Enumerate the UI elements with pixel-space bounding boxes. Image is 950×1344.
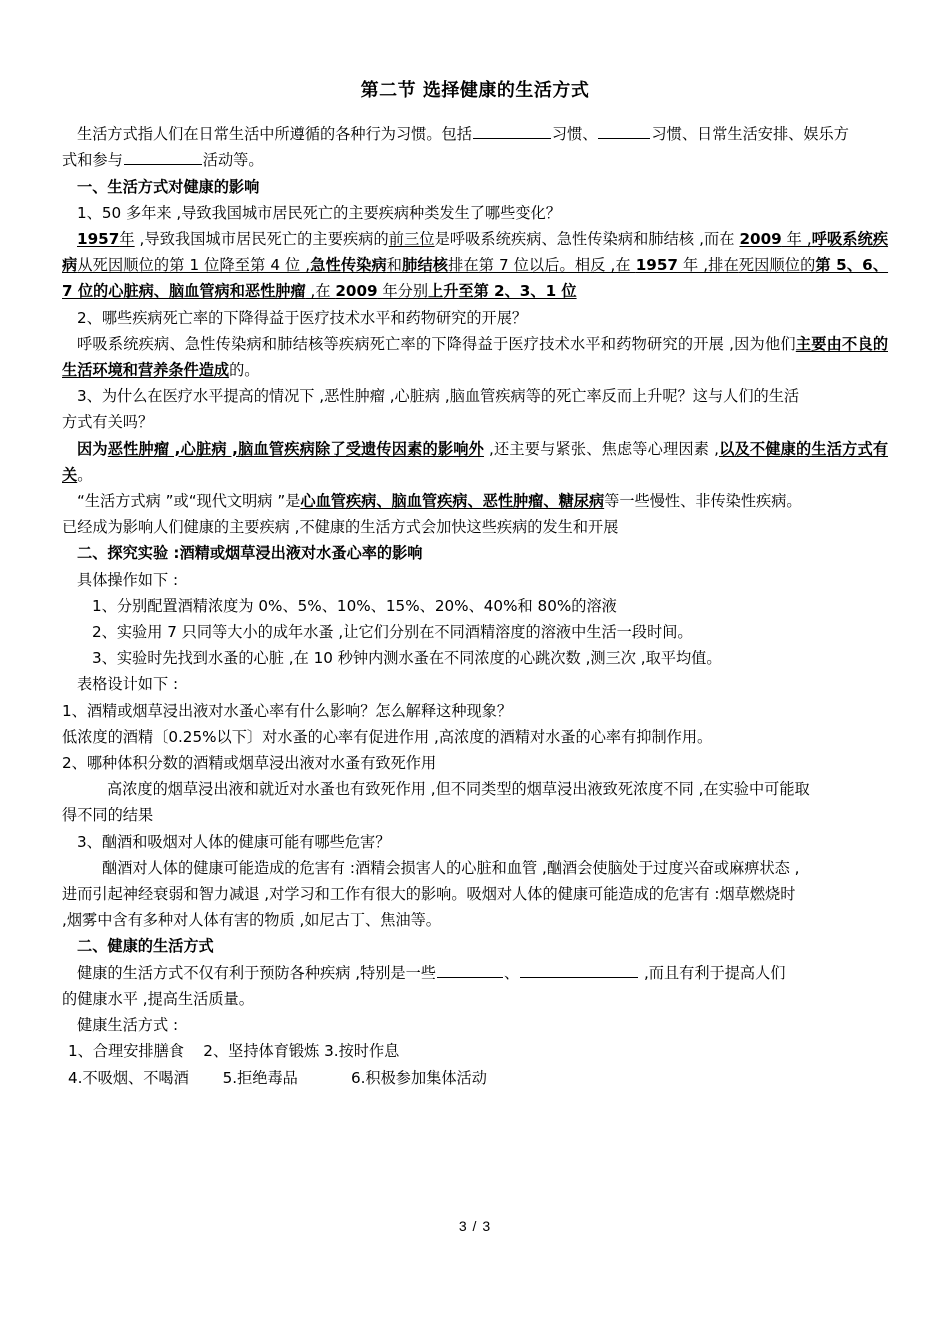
answer1-year-2009-b: 2009 <box>335 282 378 301</box>
section2-lead: 具体操作如下 : <box>77 570 179 589</box>
answer3-text-2: ,还主要与紧张、焦虑等心理因素 , <box>484 439 719 458</box>
section3-list-row-2: 4.不吸烟、不喝酒 5.拒绝毒品 6.积极参加集体活动 <box>68 1068 487 1087</box>
intro-blank-3[interactable] <box>124 149 202 165</box>
section2-answer-3-line3: ,烟雾中含有多种对人体有害的物质 ,如尼古丁、焦油等。 <box>62 911 441 930</box>
intro-paragraph-line2 <box>62 147 888 173</box>
answer4-emphasis-disease-list: 心血管疾病、脑血管疾病、恶性肿瘤、糖尿病 <box>300 492 605 511</box>
answer1-unit-year-a: 年 <box>119 230 135 248</box>
answer2-emphasis-cause: 主要由不良的生活环境和营养条件造成 <box>62 334 888 380</box>
section3-intro <box>62 960 888 986</box>
answer1-text-7: ,在 <box>305 282 336 301</box>
section2-question-3: 3、酗酒和吸烟对人体的健康可能有哪些危害？ <box>77 832 391 851</box>
section-heading-1: 一、生活方式对健康的影响 <box>77 177 260 196</box>
section-heading-2: 二、探究实验 :酒精或烟草浸出液对水蚤心率的影响 <box>77 544 423 563</box>
intro-text-4: 式和参与 <box>62 151 123 170</box>
section3-blank-2[interactable] <box>520 962 638 978</box>
intro-blank-2[interactable] <box>598 123 650 139</box>
answer1-year-1957-b: 1957 <box>635 256 678 275</box>
answer1-text-1: ,导致我国城市居民死亡的主要疾病的 <box>134 230 389 248</box>
section2-step-2: 2、实验用 7 只同等大小的成年水蚤 ,让它们分别在不同酒精溶度的溶液中生活一段时间。 <box>92 623 693 642</box>
answer3-emphasis-lifestyle: 以及不健康的生活方式有关 <box>62 439 889 484</box>
section1-question-2: 2、哪些疾病死亡率的下降得益于医疗技术水平和药物研究的开展？ <box>77 308 528 327</box>
section2-question-2: 2、哪种体积分数的酒精或烟草浸出液对水蚤有致死作用 <box>62 754 437 773</box>
intro-text-5: 活动等。 <box>202 151 264 170</box>
answer1-year-1957-a: 1957 <box>77 230 120 248</box>
section2-table-lead: 表格设计如下 : <box>77 675 179 694</box>
section1-question-3-line2: 方式有关吗？ <box>62 413 154 432</box>
section1-question-3-line1: 3、为什么在医疗水平提高的情况下 ,恶性肿瘤 ,心脏病 ,脑血管疾病等的死亡率反而上升呢？这与人们的生活 <box>77 387 800 406</box>
answer1-infectious-disease: 急性传染病 <box>310 256 387 275</box>
answer4-text-2: 等一些慢性、非传染性疾病。 <box>604 492 802 511</box>
answer1-text-6: 死因顺位的 <box>738 256 816 275</box>
section1-answer-4 <box>62 488 888 514</box>
answer1-conjunction-and: 和 <box>386 256 403 275</box>
section3-blank-1[interactable] <box>437 962 503 978</box>
intro-blank-1[interactable] <box>473 123 551 139</box>
section2-answer-1: 低浓度的酒精〔0.25%以下〕对水蚤的心率有促进作用 ,高浓度的酒精对水蚤的心率有抑制作用。 <box>62 727 713 746</box>
answer1-text-8: 年分别 <box>377 282 429 301</box>
answer3-text-3: 。 <box>77 465 93 484</box>
page-footer: 3 / 3 <box>458 1218 492 1234</box>
section1-answer-3 <box>62 436 888 488</box>
section3-list-lead: 健康生活方式 : <box>77 1016 179 1035</box>
section2-answer-2-line2: 得不同的结果 <box>62 806 154 825</box>
answer1-ranks-567: 第 5、6、7 位的心脏病、脑血管病和恶性肿瘤 <box>62 256 889 301</box>
answer1-top-three: 前三位 <box>388 230 435 248</box>
section-heading-3: 二、健康的生活方式 <box>77 937 214 956</box>
intro-text-3: 习惯、日常生活安排、娱乐方 <box>651 125 849 144</box>
answer1-unit-year-b: 年 , <box>781 230 812 248</box>
section2-answer-2-line1: 高浓度的烟草浸出液和就近对水蚤也有致死作用 ,但不同类型的烟草浸出液致死浓度不同 ,在实验中可能取 <box>107 780 810 799</box>
intro-paragraph <box>62 121 888 147</box>
answer1-text-2: 是呼吸系统疾病、急性传染病和肺结核 ,而在 <box>434 230 740 248</box>
section1-answer-2 <box>62 331 888 383</box>
section2-step-3: 3、实验时先找到水蚤的心脏 ,在 10 秒钟内测水蚤在不同浓度的心跳次数 ,测三次 ,取平均值。 <box>92 649 722 668</box>
section3-intro-line2: 的健康水平 ,提高生活质量。 <box>62 989 254 1008</box>
answer1-text-4: 排在第 7 位以后。相反 ,在 <box>448 256 636 275</box>
answer4-text-1: “生活方式病 ”或“现代文明病 ”是 <box>77 492 301 511</box>
answer1-text-5: 年 ,排在 <box>677 256 739 275</box>
answer2-text-1: 呼吸系统疾病、急性传染病和肺结核等疾病死亡率的下降得益于医疗技术水平和药物研究的开展 ,因为他们 <box>77 334 796 353</box>
answer1-year-2009-a: 2009 <box>739 230 782 248</box>
section3-text-3: ,而且有利于提高人们 <box>639 963 786 982</box>
answer2-text-2: 的。 <box>229 361 260 380</box>
section1-answer-1 <box>62 226 888 305</box>
section2-answer-3-line1: 酗酒对人体的健康可能造成的危害有 :酒精会损害人的心脏和血管 ,酗酒会使脑处于过度兴奋或麻痹状态 , <box>102 858 800 877</box>
intro-text-2: 习惯、 <box>551 125 598 144</box>
section2-question-1: 1、酒精或烟草浸出液对水蚤心率有什么影响？怎么解释这种现象？ <box>62 701 513 720</box>
section3-text-2: 、 <box>503 963 520 982</box>
section1-answer-4-line2: 已经成为影响人们健康的主要疾病 ,不健康的生活方式会加快这些疾病的发生和开展 <box>62 518 619 537</box>
answer1-respiratory-disease: 呼吸系统疾病 <box>62 230 889 275</box>
intro-text-1: 生活方式指人们在日常生活中所遵循的各种行为习惯。包括 <box>77 125 472 144</box>
section2-answer-3-line2: 进而引起神经衰弱和智力减退 ,对学习和工作有很大的影响。吸烟对人体的健康可能造成的危害有 :烟草燃烧时 <box>62 885 796 904</box>
section3-text-1: 健康的生活方式不仅有利于预防各种疾病 ,特别是一些 <box>77 963 436 982</box>
answer1-tuberculosis: 肺结核 <box>402 256 449 275</box>
section2-step-1: 1、分别配置酒精浓度为 0%、5%、10%、15%、20%、40%和 80%的溶液 <box>92 596 617 615</box>
page-title: 第二节 选择健康的生活方式 <box>360 80 590 101</box>
section1-question-1: 1、50 多年来 ,导致我国城市居民死亡的主要疾病种类发生了哪些变化？ <box>77 203 561 222</box>
answer3-emphasis-diseases: 恶性肿瘤 ,心脏病 ,脑血管疾病除了受遗传因素的影响外 <box>107 439 484 458</box>
answer1-ranks-231: 上升至第 2、3、1 位 <box>428 282 577 301</box>
section3-list-row-1: 1、合理安排膳食 2、坚持体育锻炼 3.按时作息 <box>68 1042 400 1061</box>
answer1-text-3: 从死因顺位的第 1 位降至第 4 位 , <box>77 256 311 275</box>
answer3-text-because: 因为 <box>77 439 108 458</box>
